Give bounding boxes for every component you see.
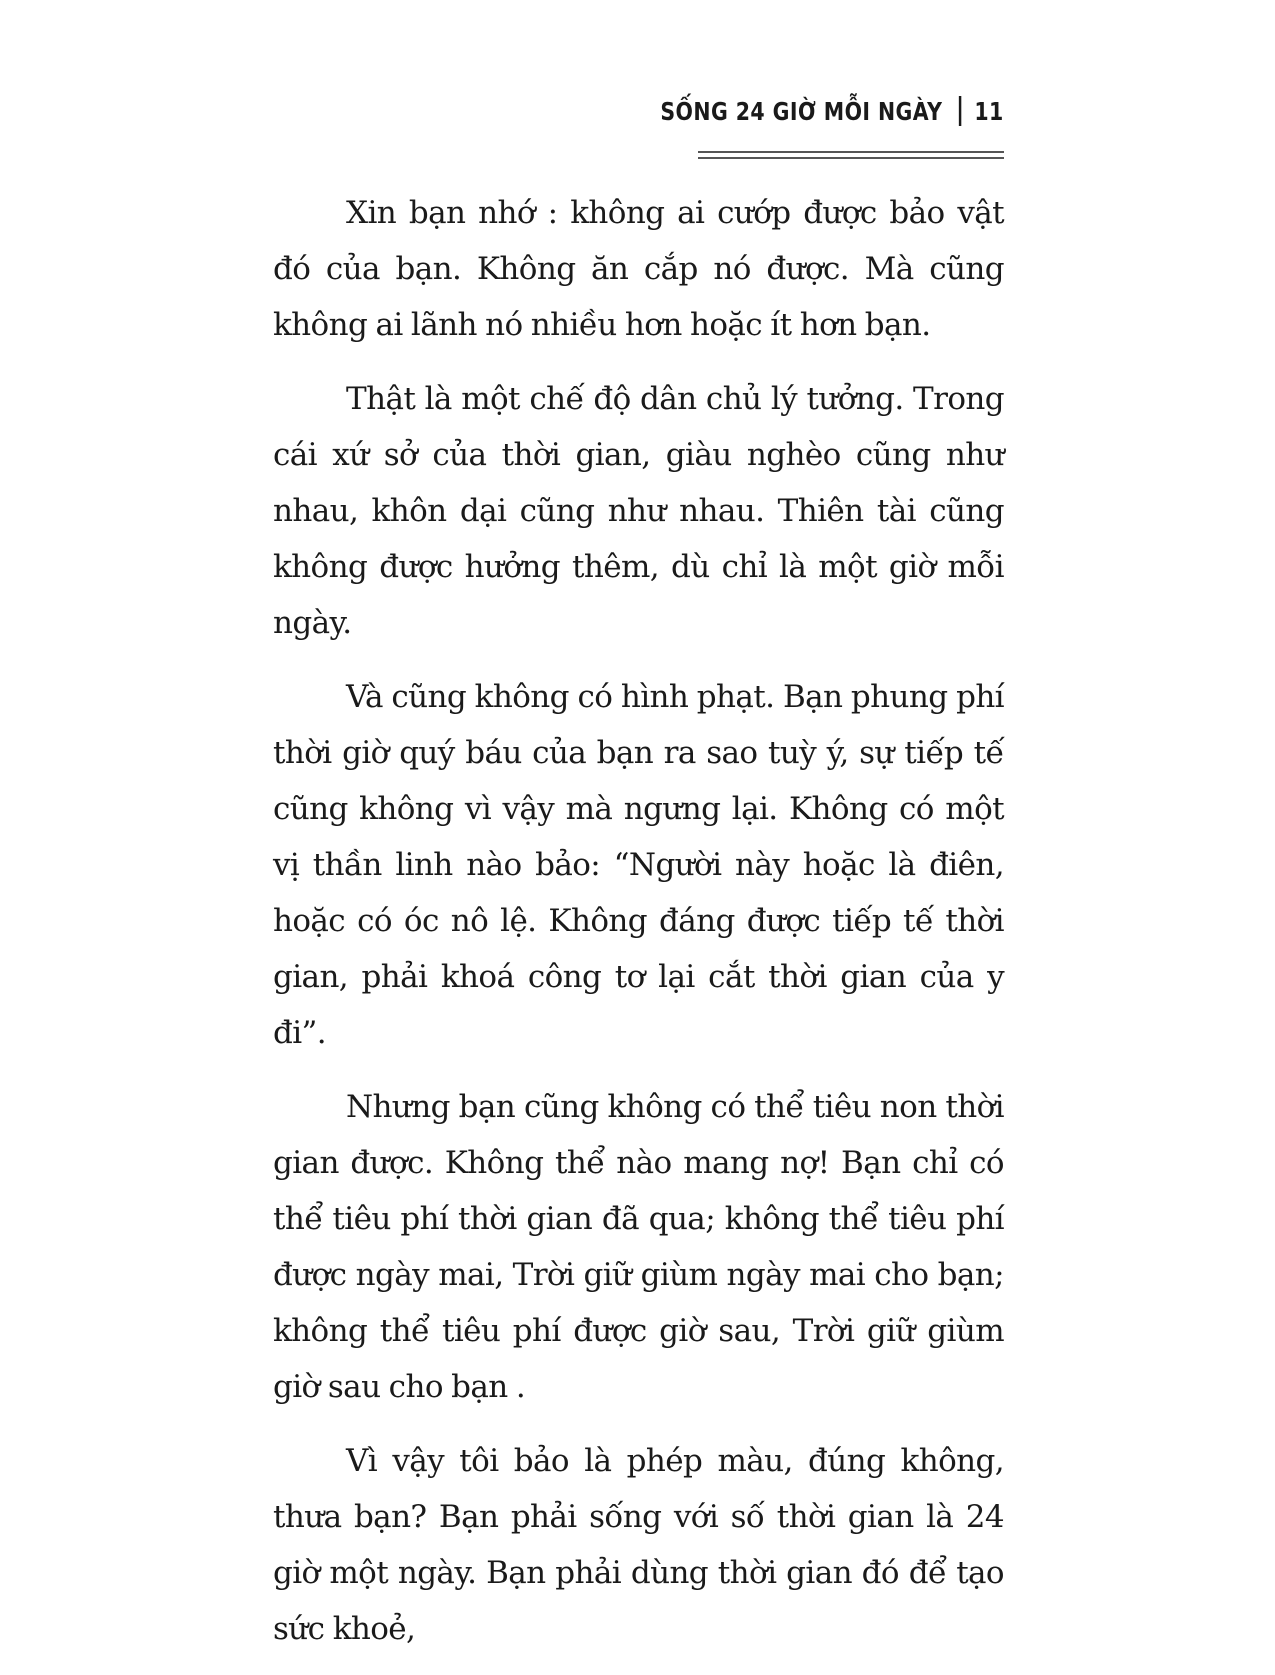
paragraph: Vì vậy tôi bảo là phép màu, đúng không, thưa bạn? Bạn phải sống với số thời gian là 24 giờ một ngày. Bạn phải dùng thời gian đó để tạo sức khoẻ, [273, 1443, 1004, 1647]
book-title: SỐNG 24 GIỜ MỖI NGÀY [660, 96, 943, 126]
paragraph: Thật là một chế độ dân chủ lý tưởng. Trong cái xứ sở của thời gian, giàu nghèo cũng như nhau, khôn dại cũng như nhau. Thiên tài cũng không được hưởng thêm, dù chỉ là một giờ mỗi ngày. [273, 381, 1004, 641]
body-text [273, 185, 1004, 1675]
paragraph: Xin bạn nhớ : không ai cướp được bảo vật đó của bạn. Không ăn cắp nó được. Mà cũng không ai lãnh nó nhiều hơn hoặc ít hơn bạn. [273, 195, 1004, 343]
header-separator [959, 96, 961, 126]
header-rule-line [698, 157, 1004, 159]
paragraph: Và cũng không có hình phạt. Bạn phung phí thời giờ quý báu của bạn ra sao tuỳ ý, sự tiếp tế cũng không vì vậy mà ngưng lại. Không có một vị thần linh nào bảo: “Người này hoặc là điên, hoặc có óc nô lệ. Không đáng được tiếp tế thời gian, phải khoá công tơ lại cắt thời gian của y đi”. [273, 679, 1004, 1051]
page-number: 11 [974, 96, 1004, 126]
header-rule-line [698, 151, 1004, 153]
paragraph: Nhưng bạn cũng không có thể tiêu non thời gian được. Không thể nào mang nợ! Bạn chỉ có thể tiêu phí thời gian đã qua; không thể tiêu phí được ngày mai, Trời giữ giùm ngày mai cho bạn; không thể tiêu phí được giờ sau, Trời giữ giùm giờ sau cho bạn . [273, 1089, 1004, 1405]
running-header [661, 96, 1004, 126]
header-rule [698, 151, 1004, 163]
